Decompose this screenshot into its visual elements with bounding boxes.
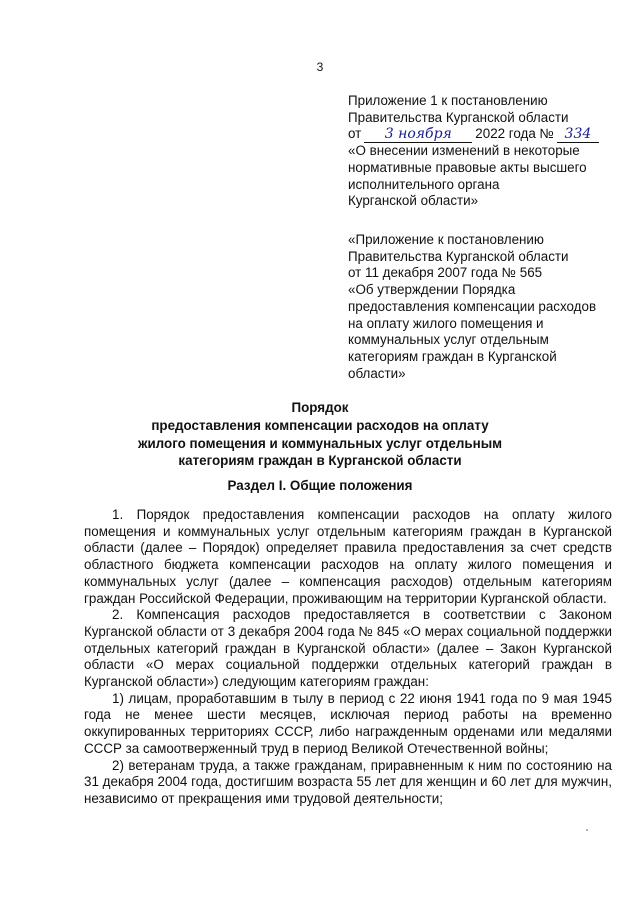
paragraph: 2) ветеранам труда, а также гражданам, приравненным к ним по состоянию на 31 декабря 2004 года, достигшим возраста 55 лет для женщин и 60 лет для мужчин, независимо от прекращения ими трудовой деятельности;: [84, 757, 612, 806]
annex-2-header: [348, 232, 618, 382]
paragraph: 1) лицам, проработавшим в тылу в период с 22 июня 1941 года по 9 мая 1945 года не менее шести месяцев, исключая период работы на временно оккупированных территориях СССР, либо награжденным орденами или медалями СССР за самоотверженный труд в период Великой Отечественной войны;: [84, 690, 612, 756]
annex-2-line: на оплату жилого помещения и: [348, 315, 544, 331]
body-text: [84, 507, 612, 808]
paragraph: 1. Порядок предоставления компенсации расходов на оплату жилого помещения и коммунальных услуг отдельным категориям граждан в Курганской области (далее – Порядок) определяет правила предоставления за счет средств областного бюджета компенсации расходов на оплату жилого помещения и коммунальных услуг (далее – компенсация расходов) отдельным категориям граждан Российской Федерации, проживающим на территории Курганской области.: [84, 507, 612, 606]
section-title: Раздел I. Общие положения: [227, 478, 413, 493]
annex-2-line: коммунальных услуг отдельным: [348, 332, 549, 348]
annex-2-line: «Приложение к постановлению: [348, 232, 544, 247]
title-line: предоставления компенсации расходов на оплату: [151, 417, 489, 433]
annex-2-line: от 11 декабря 2007 года № 565: [348, 265, 543, 281]
annex-1-line-2: Правительства Курганской области: [348, 109, 569, 125]
document-title: [0, 399, 640, 470]
annex-1-header: [348, 93, 618, 210]
annex-1-line-4: «О внесении изменений в некоторые: [348, 143, 580, 159]
handwritten-number: 334: [564, 126, 592, 143]
annex-2-line: категориям граждан в Курганской: [348, 348, 557, 364]
date-prefix: от: [348, 126, 362, 142]
annex-1-line-7: Курганской области»: [348, 193, 479, 209]
scan-dot: [586, 829, 588, 831]
paragraph: 2. Компенсация расходов предоставляется в соответствии с Законом Курганской области от 3 декабря 2004 года № 845 «О мерах социальной поддержки отдельных категорий граждан в Курганской области» (далее – Закон Курганской области «О мерах социальной поддержки отдельных категорий граждан в Курганской области») следующим категориям граждан:: [84, 607, 612, 690]
date-blank: [364, 127, 472, 143]
annex-1-line-6: исполнительного органа: [348, 176, 500, 192]
annex-2-line: «Об утверждении Порядка: [348, 282, 516, 298]
title-line: Порядок: [291, 400, 349, 415]
annex-2-line: Правительства Курганской области: [348, 248, 569, 264]
title-line: жилого помещения и коммунальных услуг отдельным: [137, 435, 503, 451]
page-number: 3: [316, 60, 324, 74]
year-text: 2022 года №: [475, 126, 554, 142]
handwritten-date: 3 ноября: [384, 126, 452, 143]
annex-1-line-5: нормативные правовые акты высшего: [348, 159, 587, 175]
title-line: категориям граждан в Курганской области: [178, 453, 462, 469]
annex-2-line: области»: [348, 365, 406, 381]
number-blank: [557, 127, 599, 143]
annex-1-line-1: Приложение 1 к постановлению: [348, 93, 548, 108]
annex-1-date-line: [348, 126, 618, 143]
annex-2-line: предоставления компенсации расходов: [348, 298, 597, 314]
